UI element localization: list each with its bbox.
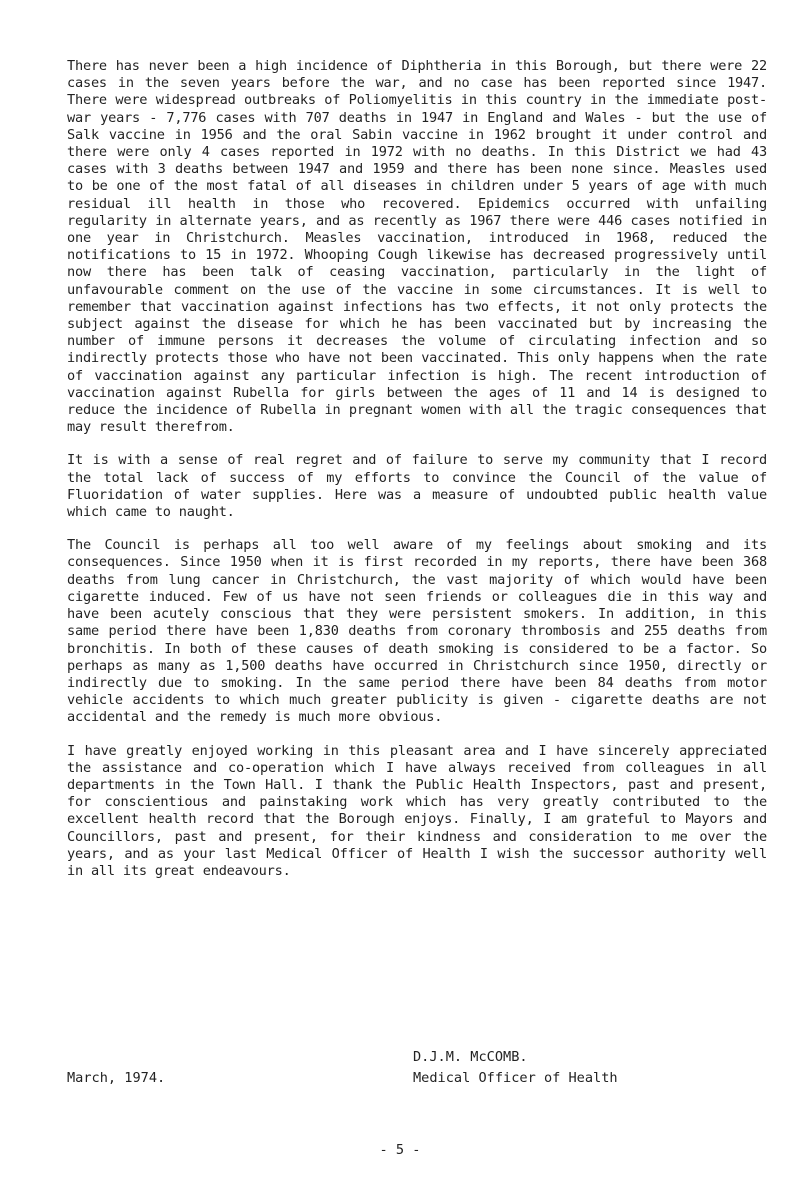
paragraph-fluoridation: It is with a sense of real regret and of failure to serve my community that I record the total lack of success of my efforts to convince the Council of the value of Fluoridation of water supplies. Here was a measure of undoubted public health value which came to naught. — [67, 452, 767, 521]
signatory-title: Medical Officer of Health — [413, 1070, 618, 1086]
report-body — [67, 58, 767, 880]
signatory-name: D.J.M. McCOMB. — [413, 1049, 528, 1065]
report-date: March, 1974. — [67, 1070, 166, 1086]
paragraph-smoking: The Council is perhaps all too well aware of my feelings about smoking and its consequences. Since 1950 when it is first recorded in my reports, there have been 368 deaths from lung cancer in Christchurch, the vast majority of which would have been cigarette induced. Few of us have not seen friends or colleagues die in this way and have been acutely conscious that they were persistent smokers. In addition, in this same period there have been 1,830 deaths from coronary thrombosis and 255 deaths from bronchitis. In both of these causes of death smoking is considered to be a factor. So perhaps as many as 1,500 deaths have occurred in Christchurch since 1950, directly or indirectly due to smoking. In the same period there have been 84 deaths from motor vehicle accidents to which much greater publicity is given - cigarette deaths are not accidental and the remedy is much more obvious. — [67, 537, 767, 726]
page-number: - 5 - — [379, 1142, 421, 1158]
paragraph-acknowledgements: I have greatly enjoyed working in this pleasant area and I have sincerely appreciated the assistance and co-operation which I have always received from colleagues in all departments in the Town Hall. I thank the Public Health Inspectors, past and present, for conscientious and painstaking work which has very greatly contributed to the excellent health record that the Borough enjoys. Finally, I am grateful to Mayors and Councillors, past and present, for their kindness and consideration to me over the years, and as your last Medical Officer of Health I wish the successor authority well in all its great endeavours. — [67, 742, 767, 879]
paragraph-vaccination: There has never been a high incidence of Diphtheria in this Borough, but there were 22 cases in the seven years before the war, and no case has been reported since 1947. There were widespread outbreaks of Poliomyelitis in this country in the immediate post-war years - 7,776 cases with 707 deaths in 1947 in England and Wales - but the use of Salk vaccine in 1956 and the oral Sabin vaccine in 1962 brought it under control and there were only 4 cases reported in 1972 with no deaths. In this District we had 43 cases with 3 deaths between 1947 and 1959 and there has been none since. Measles used to be one of the most fatal of all diseases in children under 5 years of age with much residual ill health in those who recovered. Epidemics occurred with unfailing regularity in alternate years, and as recently as 1967 there were 446 cases notified in one year in Christchurch. Measles vaccination, introduced in 1968, reduced the notifications to 15 in 1972. Whooping Cough likewise has decreased progressively until now there has been talk of ceasing vaccination, particularly in the light of unfavourable comment on the use of the vaccine in some circumstances. It is well to remember that vaccination against infections has two effects, it not only protects the subject against the disease for which he has been vaccinated but by increasing the number of immune persons it decreases the volume of circulating infection and so indirectly protects those who have not been vaccinated. This only happens when the rate of vaccination against any particular infection is high. The recent introduction of vaccination against Rubella for girls between the ages of 11 and 14 is designed to reduce the incidence of Rubella in pregnant women with all the tragic consequences that may result therefrom. — [67, 58, 767, 436]
